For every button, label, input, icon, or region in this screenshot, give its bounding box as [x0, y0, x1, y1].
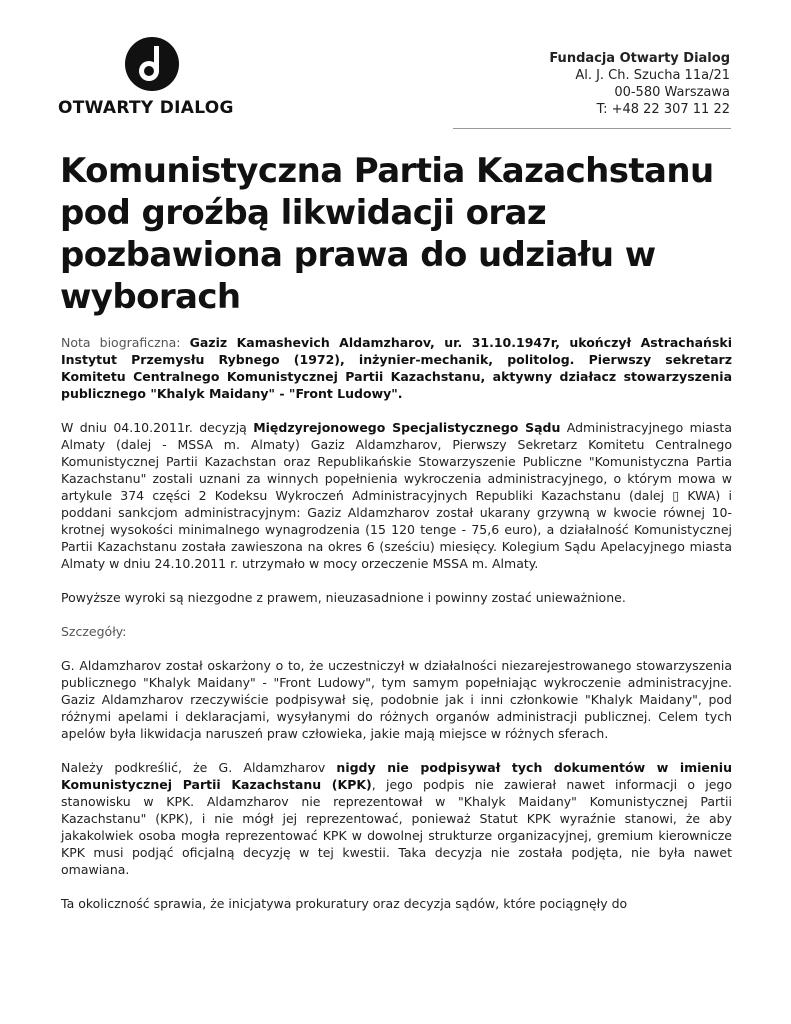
- logo-text: OTWARTY DIALOG: [58, 98, 234, 118]
- details-label: Szczegóły:: [61, 624, 127, 639]
- paragraph-text: W dniu 04.10.2011r. decyzją: [61, 420, 254, 435]
- organization-info: [549, 50, 730, 118]
- document-title: Komunistyczna Partia Kazachstanu pod groźbą likwidacji oraz pozbawiona prawa do udziału w wyborach: [60, 151, 714, 317]
- paragraph-accusation: G. Aldamzharov został oskarżony o to, że uczestniczył w działalności niezarejestrowanego stowarzyszenia publicznego "Khalyk Maidany" - "Front Ludowy", tym samym popełniając wykroczenie administracyjne. Gaziz Aldamzharov rzeczywiście podpisywał się, podobnie jak i inni członkowie "Khalyk Maidany", pod różnymi apelami i deklaracjami, wysyłanymi do różnych organów administracji publicznej. Celem tych apelów była likwidacja naruszeń praw człowieka, jakie mają miejsce w różnych sferach.: [61, 658, 732, 741]
- court-name: Międzyrejonowego Specjalistycznego Sądu: [253, 420, 561, 435]
- bio-text: Gaziz Kamashevich Aldamzharov, ur. 31.10.1947r, ukończył Astrachański Instytut Przemysłu Rybnego (1972), inżynier-mechanik, politolog. Pierwszy sekretarz Komitetu Centralnego Komunistycznej Partii Kazachstanu, aktywny działacz stowarzyszenia publicznego "Khalyk Maidany" - "Front Ludowy".: [61, 335, 732, 401]
- paragraph-emphasis: [61, 759, 732, 878]
- paragraph-text: , jego podpis nie zawierał nawet informacji o jego stanowisku w KPK. Aldamzharov nie reprezentował w "Khalyk Maidany" Komunistycznej Partii Kazachstanu" (KPK), i nie mógł jej reprezentować, ponieważ Statut KPK wyraźnie stanowi, że aby jakakolwiek osoba mogła reprezentować KPK w dowolnej strukturze organizacyjnej, gremium kierownicze KPK musi podjąć oficjalną decyzję w tej kwestii. Taka decyzja nie została podjęta, nie była nawet omawiana.: [61, 777, 732, 877]
- document-body: [61, 334, 732, 929]
- paragraph-statement: Powyższe wyroki są niezgodne z prawem, nieuzasadnione i powinny zostać unieważnione.: [61, 590, 626, 605]
- paragraph-continuation: Ta okoliczność sprawia, że inicjatywa prokuratury oraz decyzja sądów, które pociągnęły do: [61, 896, 628, 911]
- phone-number: T: +48 22 307 11 22: [596, 102, 730, 117]
- paragraph-text: Administracyjnego miasta Almaty (dalej - MSSA m. Almaty) Gaziz Aldamzharov, Pierwszy Sekretarz Komitetu Centralnego Komunistycznej Partii Kazachstan oraz Republikańskie Stowarzyszenie Publiczne "Komunistyczna Partia Kazachstanu" zostali uznani za winnych popełnienia wykroczenia administracyjnego, o którym mowa w artykule 374 części 2 Kodeksu Wykroczeń Administracyjnych Republiki Kazachstanu (dalej ▯ KWA) i poddani sankcjom administracyjnym: Gaziz Aldamzharov został ukarany grzywną w kwocie równej 10-krotnej wysokości minimalnego wynagrodzenia (15 120 tenge - 75,6 euro), a działalność Komunistycznej Partii Kazachstanu została zawieszona na okres 6 (sześciu) miesięcy. Kolegium Sądu Apelacyjnego miasta Almaty w dniu 24.10.2011 r. utrzymało w mocy orzeczenie MSSA m. Almaty.: [61, 420, 732, 571]
- emphasis-text: nigdy nie podpisywał tych dokumentów w imieniu Komunistycznej Partii Kazachstanu (KPK): [61, 760, 732, 792]
- otwarty-dialog-logo-icon: [122, 34, 182, 94]
- organization-name: Fundacja Otwarty Dialog: [549, 51, 730, 66]
- address-line-1: Al. J. Ch. Szucha 11a/21: [575, 68, 730, 83]
- bio-note: [61, 334, 732, 402]
- address-line-2: 00-580 Warszawa: [614, 85, 730, 100]
- bio-label: Nota biograficzna:: [61, 335, 181, 350]
- paragraph-verdict: [61, 419, 732, 572]
- paragraph-text: Należy podkreślić, że G. Aldamzharov: [61, 760, 337, 775]
- header-divider: [453, 128, 731, 129]
